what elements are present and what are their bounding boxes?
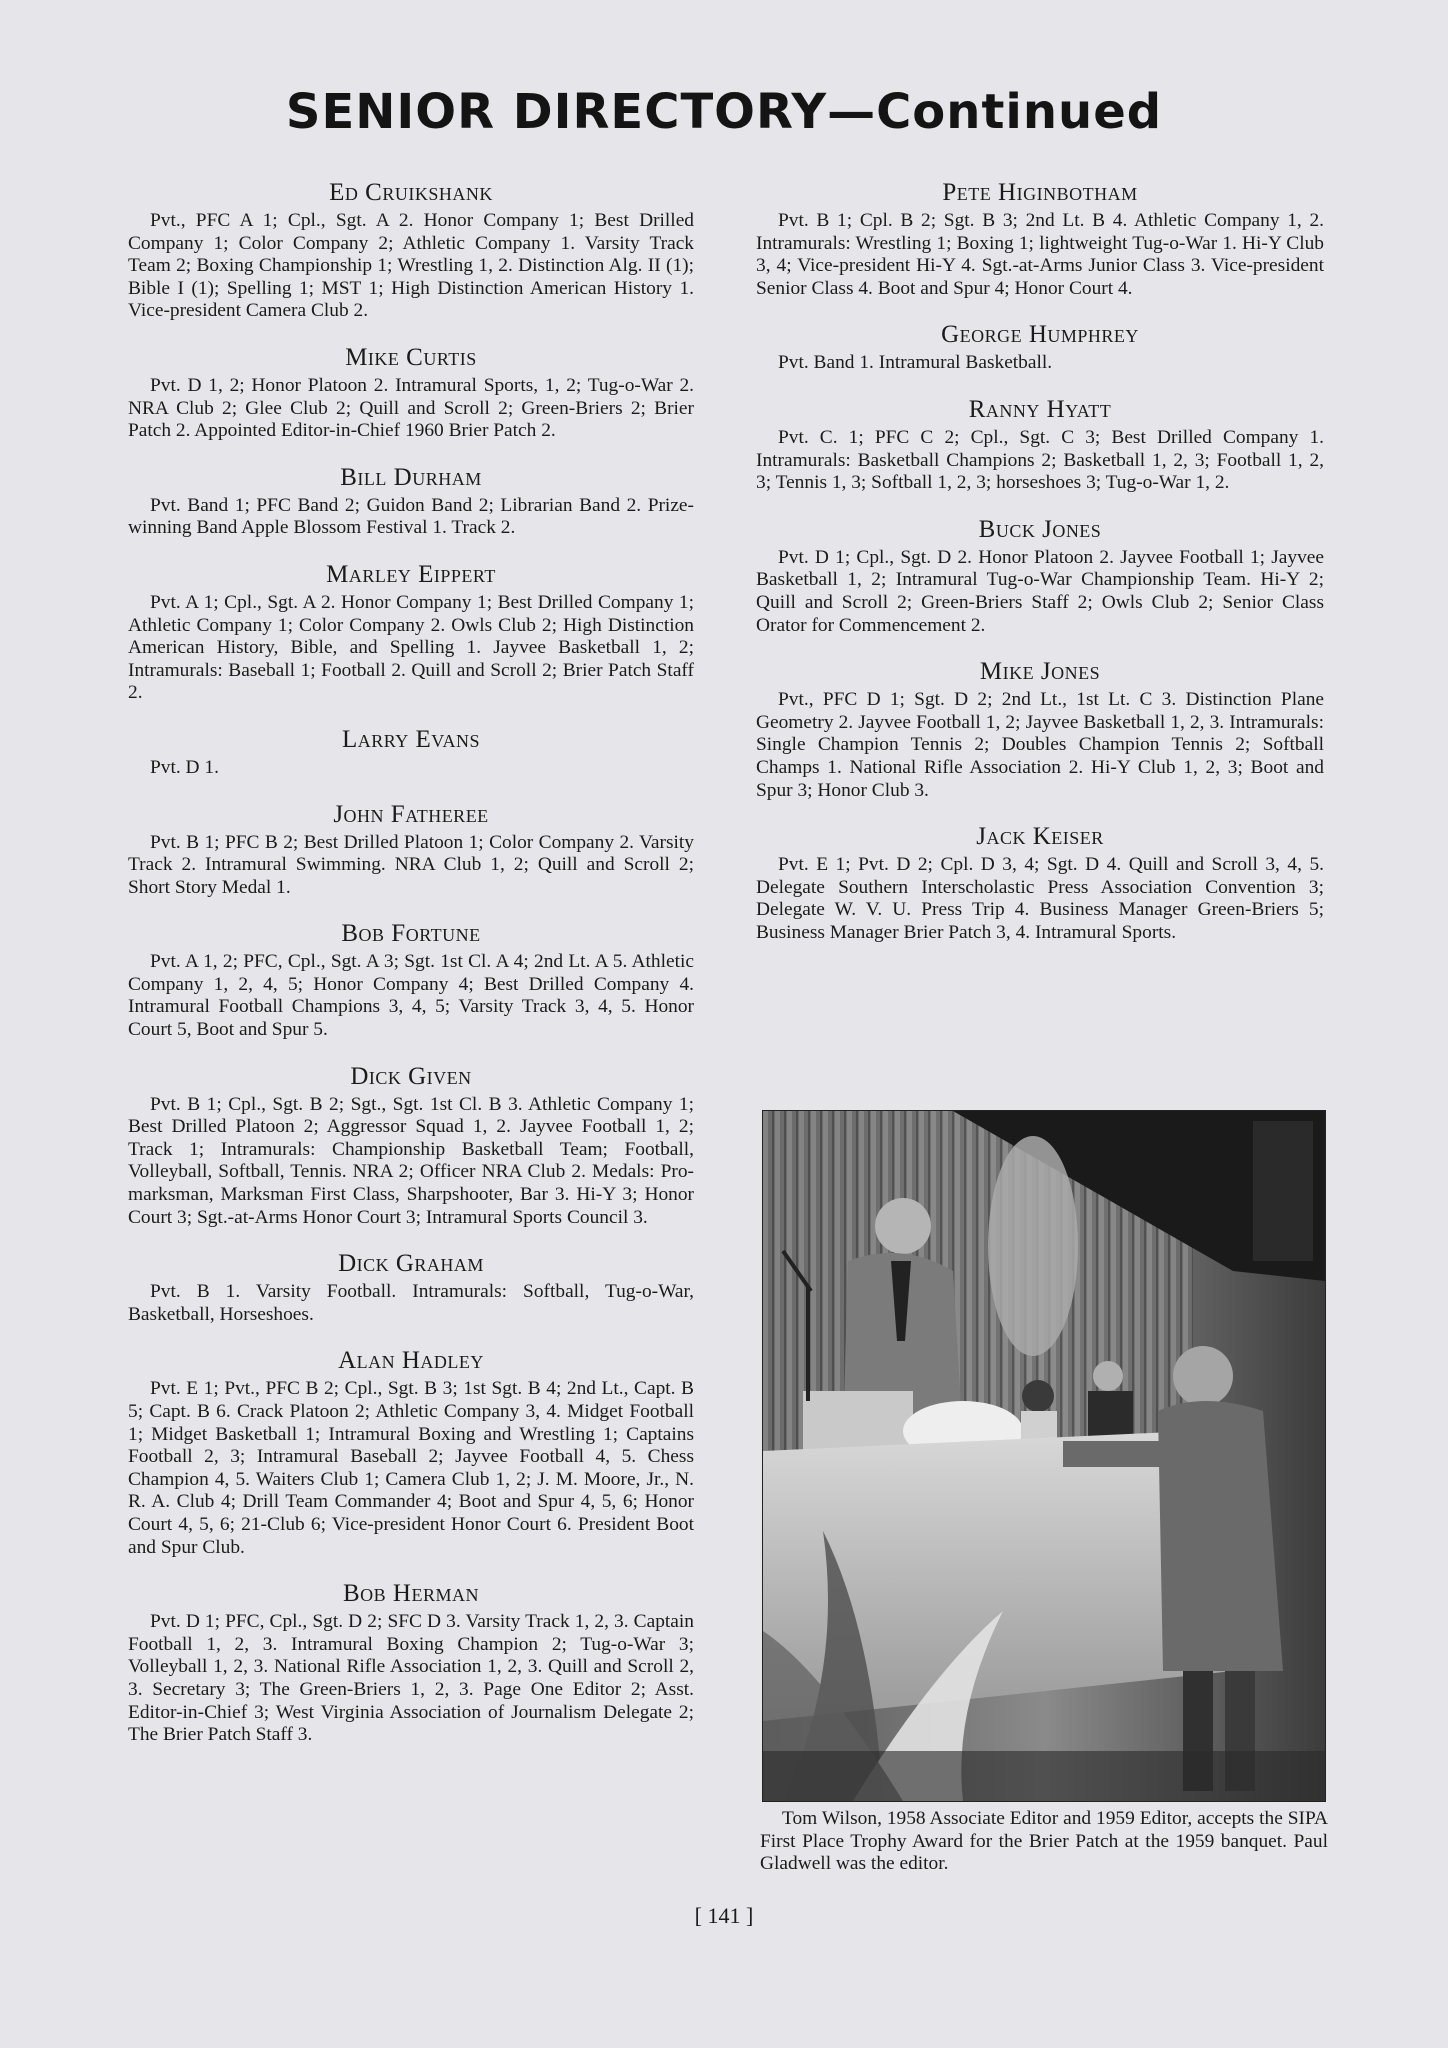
senior-record: Pvt. E 1; Pvt., PFC B 2; Cpl., Sgt. B 3; 1st Sgt. B 4; 2nd Lt., Capt. B 5; Capt. B 6. Crack Platoon 2; Athletic Company 3, 4. Midget Football 1; Midget Basketball 1; Intramural Boxing and Wrestling 1; Captains Football 2, 3; Intramural Baseball 2; Jayvee Football 4, 5. Chess Champion 4, 5. Waiters Club 1; Camera Club 1, 2; J. M. Moore, Jr., N. R. A. Club 4; Drill Team Commander 4; Boot and Spur 4, 5, 6; Honor Court 4, 5, 6; 21-Club 6; Vice-president Honor Court 6. President Boot and Spur Club. (128, 1378, 694, 1558)
senior-record: Pvt. Band 1; PFC Band 2; Guidon Band 2; Librarian Band 2. Prize-winning Band Apple Blossom Festival 1. Track 2. (128, 494, 694, 539)
senior-record: Pvt. A 1; Cpl., Sgt. A 2. Honor Company 1; Best Drilled Company 1; Athletic Company 1; Color Company 2. Owls Club 2; High Distinction American History, Bible, and Spelling 1. Jayvee Basketball 1, 2; Intramurals: Baseball 1; Football 2. Quill and Scroll 2; Brier Patch Staff 2. (128, 591, 694, 704)
senior-name: Ed Cruikshank (329, 179, 493, 206)
directory-entry (128, 560, 694, 705)
directory-entry (756, 178, 1324, 300)
senior-record: Pvt. B 1; PFC B 2; Best Drilled Platoon 1; Color Company 2. Varsity Track 2. Intramural Swimming. NRA Club 1, 2; Quill and Scroll 2; Short Story Medal 1. (128, 831, 694, 898)
page-number: [ 141 ] (694, 1903, 754, 1928)
senior-name: Marley Eippert (326, 560, 496, 588)
senior-name: Jack Keiser (976, 823, 1104, 851)
directory-entry (128, 1249, 694, 1326)
senior-name: Alan Hadley (338, 1347, 484, 1375)
senior-record: Pvt. C. 1; PFC C 2; Cpl., Sgt. C 3; Best Drilled Company 1. Intramurals: Basketball Champions 2; Basketball 1, 2, 3; Football 1, 2, 3; Tennis 1, 3; Softball 1, 2, 3; horseshoes 3; Tug-o-War 1, 2. (756, 426, 1324, 494)
senior-name: John Fatheree (333, 800, 489, 828)
senior-record: Pvt. D 1; PFC, Cpl., Sgt. D 2; SFC D 3. Varsity Track 1, 2, 3. Captain Football 1, 2, 3. Intramural Boxing Champion 2; Tug-o-War 3; Volleyball 1, 2, 3. National Rifle Association 1, 2, 3. Quill and Scroll 2, 3. Secretary 3; The Green-Briers 1, 2, 3. Page One Editor 2; Asst. Editor-in-Chief 3; West Virginia Association of Journalism Delegate 2; The Brier Patch Staff 3. (128, 1611, 694, 1746)
senior-name: Mike Curtis (345, 343, 477, 371)
senior-name: Ranny Hyatt (968, 395, 1112, 423)
senior-name: Dick Graham (338, 1250, 484, 1278)
senior-name: Buck Jones (978, 515, 1102, 543)
senior-name: Larry Evans (342, 725, 480, 753)
directory-entry (756, 320, 1324, 375)
directory-entry (128, 178, 694, 323)
directory-entry (128, 919, 694, 1041)
directory-entry (756, 657, 1324, 802)
banquet-photo (762, 1110, 1326, 1802)
directory-entry (128, 343, 694, 443)
senior-record: Pvt., PFC D 1; Sgt. D 2; 2nd Lt., 1st Lt. C 3. Distinction Plane Geometry 2. Jayvee Football 1, 2; Jayvee Basketball 1, 2, 3. Intramurals: Single Champion Tennis 2; Doubles Champion Tennis 2; Softball Champs 1. National Rifle Association 2. Hi-Y Club 1, 2, 3; Boot and Spur 3; Honor Club 3. (756, 689, 1324, 801)
senior-record: Pvt. A 1, 2; PFC, Cpl., Sgt. A 3; Sgt. 1st Cl. A 4; 2nd Lt. A 5. Athletic Company 1, 2, 4, 5; Honor Company 4; Best Drilled Company 4. Intramural Football Champions 3, 4, 5; Varsity Track 3, 4, 5. Honor Court 5, Boot and Spur 5. (128, 951, 694, 1041)
senior-name: Dick Given (350, 1062, 472, 1090)
senior-record: Pvt. B 1; Cpl. B 2; Sgt. B 3; 2nd Lt. B 4. Athletic Company 1, 2. Intramurals: Wrestling 1; Boxing 1; lightweight Tug-o-War 1. Hi-Y Club 3, 4; Vice-president Hi-Y 4. Sgt.-at-Arms Junior Class 3. Vice-president Senior Class 4. Boot and Spur 4; Honor Court 4. (756, 210, 1324, 299)
directory-entry (756, 395, 1324, 495)
directory-entry (128, 800, 694, 900)
left-column (128, 178, 694, 1767)
senior-record: Pvt. D 1, 2; Honor Platoon 2. Intramural Sports, 1, 2; Tug-o-War 2. NRA Club 2; Glee Club 2; Quill and Scroll 2; Green-Briers 2; Brier Patch 2. Appointed Editor-in-Chief 1960 Brier Patch 2. (128, 374, 694, 442)
senior-record: Pvt., PFC A 1; Cpl., Sgt. A 2. Honor Company 1; Best Drilled Company 1; Color Company 2; Athletic Company 1. Varsity Track Team 2; Boxing Championship 1; Wrestling 1, 2. Distinction Alg. II (1); Bible I (1); Spelling 1; MST 1; High Distinction American History 1. Vice-president Camera Club 2. (128, 210, 694, 322)
right-column (756, 178, 1324, 964)
senior-name: Bill Durham (340, 463, 482, 491)
senior-record: Pvt. E 1; Pvt. D 2; Cpl. D 3, 4; Sgt. D 4. Quill and Scroll 3, 4, 5. Delegate Southern Interscholastic Press Association Convention 3; Delegate W. V. U. Press Trip 4. Business Manager Green-Briers 5; Business Manager Brier Patch 3, 4. Intramural Sports. (756, 854, 1324, 943)
senior-record: Pvt. B 1; Cpl., Sgt. B 2; Sgt., Sgt. 1st Cl. B 3. Athletic Company 1; Best Drilled Platoon 2; Aggressor Squad 1, 2. Jayvee Football 1, 2; Track 1; Intramurals: Championship Basketball Team; Football, Volleyball, Softball, Tennis. NRA 2; Officer NRA Club 2. Medals: Pro-marksman, Marksman First Class, Sharpshooter, Bar 3. Hi-Y 3; Honor Court 3; Sgt.-at-Arms Honor Court 3; Intramural Sports Council 3. (128, 1093, 694, 1228)
directory-entry (756, 515, 1324, 637)
senior-name: Pete Higinbotham (942, 179, 1138, 206)
senior-record: Pvt. B 1. Varsity Football. Intramurals: Softball, Tug-o-War, Basketball, Horseshoes. (128, 1281, 694, 1325)
senior-name: Bob Herman (343, 1580, 479, 1608)
senior-name: Mike Jones (979, 658, 1101, 686)
senior-name: George Humphrey (941, 321, 1139, 349)
photo-caption: Tom Wilson, 1958 Associate Editor and 1959 Editor, accepts the SIPA First Place Trophy Award for the Brier Patch at the 1959 banquet. Paul Gladwell was the editor. (760, 1808, 1328, 1875)
page-title: SENIOR DIRECTORY—Continued (285, 84, 1163, 140)
directory-entry (128, 463, 694, 540)
senior-record: Pvt. D 1; Cpl., Sgt. D 2. Honor Platoon 2. Jayvee Football 1; Jayvee Basketball 1, 2; Intramural Tug-o-War Championship Team. Hi-Y 2; Quill and Scroll 2; Green-Briers Staff 2; Owls Club 2; Senior Class Orator for Commencement 2. (756, 546, 1324, 636)
senior-record: Pvt. Band 1. Intramural Basketball. (778, 352, 1053, 374)
directory-entry (128, 1346, 694, 1559)
directory-entry (128, 1579, 694, 1747)
directory-entry (756, 822, 1324, 944)
directory-entry (128, 725, 694, 780)
senior-record: Pvt. D 1. (150, 756, 219, 778)
senior-name: Bob Fortune (341, 920, 481, 948)
directory-entry (128, 1062, 694, 1230)
